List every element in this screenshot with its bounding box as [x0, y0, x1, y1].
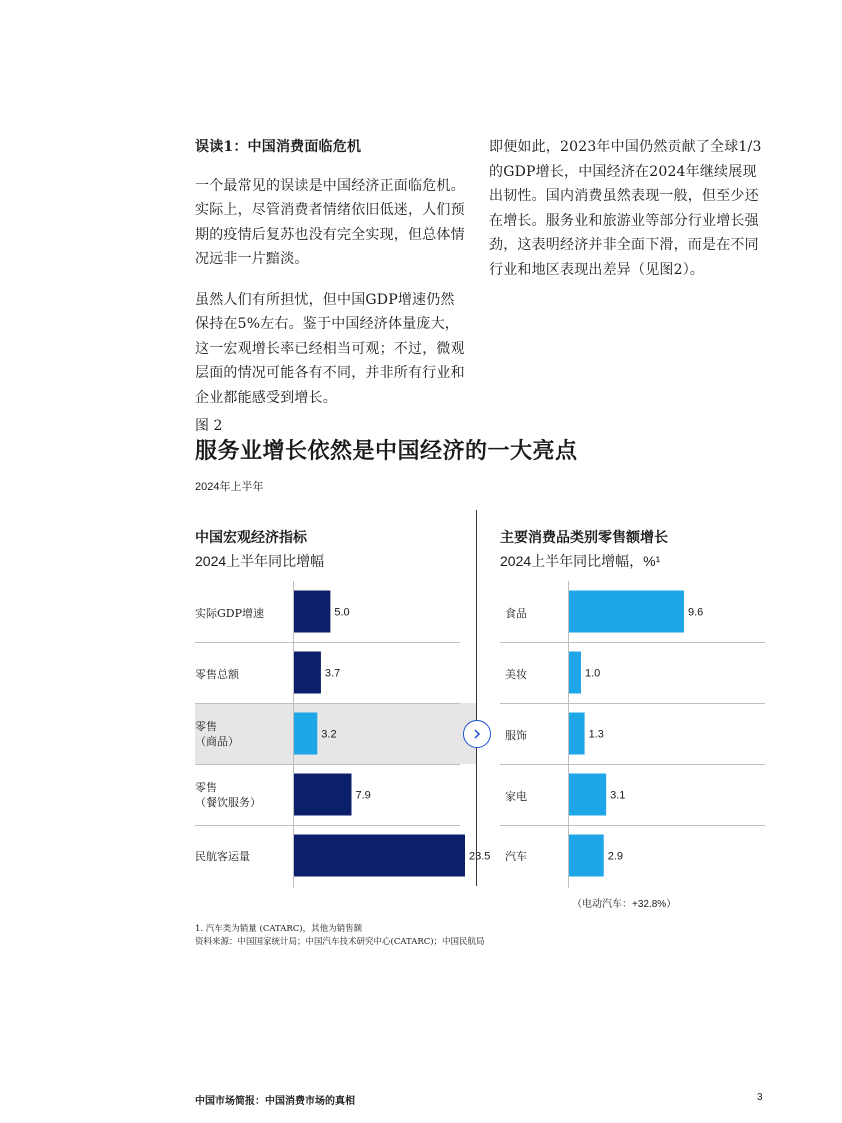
left-bar: [294, 835, 465, 877]
right-row-label: 家电: [505, 790, 527, 803]
left-value-label: 3.7: [324, 667, 341, 680]
right-row-label: 服饰: [505, 729, 527, 742]
left-value-label: 5.0: [334, 606, 350, 619]
right-value-label: 1.0: [584, 667, 601, 680]
ev-note: （电动汽车：+32.8%）: [572, 899, 677, 910]
left-row-label: 零售总额: [195, 668, 239, 681]
left-bar: [294, 591, 330, 633]
left-panel-title: 中国宏观经济指标: [195, 530, 307, 546]
left-row-label: 零售 （餐饮服务）: [195, 781, 261, 809]
right-value-label: 9.6: [688, 606, 704, 619]
page-number: 3: [757, 1092, 763, 1103]
footnote-1: 1. 汽车类为销量 (CATARC)，其他为销售额: [195, 924, 363, 934]
left-value-label: 23.5: [469, 850, 491, 863]
footnote-sources: 资料来源：中国国家统计局；中国汽车技术研究中心(CATARC)；中国民航局: [195, 937, 485, 947]
left-paragraph-2: 虽然人们有所担忧，但中国GDP增速仍然保持在5%左右。鉴于中国经济体量庞大，这一宏观增长率已经相当可观；不过，微观层面的情况可能各有不同，并非所有行业和企业都能感受到增长。: [195, 291, 465, 406]
left-bar: [294, 652, 321, 694]
figure-title: 服务业增长依然是中国经济的一大亮点: [195, 438, 578, 464]
right-bar: [569, 835, 604, 877]
right-bar: [569, 591, 684, 633]
right-value-label: 3.1: [610, 789, 626, 802]
left-value-label: 7.9: [355, 789, 371, 802]
chevron-right-icon[interactable]: [463, 720, 491, 748]
left-row-label: 实际GDP增速: [195, 607, 265, 620]
right-paragraph-1: 即便如此，2023年中国仍然贡献了全球1/3的GDP增长，中国经济在2024年继续展现出韧性。国内消费虽然表现一般，但至少还在增长。服务业和旅游业等部分行业增长强劲，这表明经济并非全面下滑，而是在不同行业和地区表现出差异（见图2）。: [489, 139, 762, 278]
right-bar: [569, 713, 585, 755]
right-panel-subtitle: 2024上半年同比增幅，%¹: [500, 553, 661, 569]
left-bar: [294, 774, 351, 816]
left-panel-subtitle: 2024上半年同比增幅: [195, 553, 325, 569]
right-row-label: 美妆: [505, 668, 527, 681]
right-panel-title: 主要消费品类别零售额增长: [500, 530, 668, 546]
left-row-label: 民航客运量: [195, 850, 250, 863]
right-value-label: 1.3: [588, 728, 604, 741]
left-value-label: 3.2: [321, 728, 337, 741]
left-paragraph-1: 一个最常见的误读是中国经济正面临危机。实际上，尽管消费者情绪依旧低迷，人们预期的疫情后复苏也没有完全实现，但总体情况远非一片黯淡。: [195, 177, 465, 267]
section-heading: 误读1：中国消费面临危机: [195, 139, 362, 155]
chevron-right-glyph: [471, 728, 483, 740]
footer-title: 中国市场简报：中国消费市场的真相: [195, 1096, 355, 1107]
right-row-label: 汽车: [505, 850, 527, 863]
figure-subtitle: 2024年上半年: [195, 481, 264, 493]
left-bar: [294, 713, 317, 755]
right-bar: [569, 652, 581, 694]
left-row-label: 零售 （商品）: [195, 720, 239, 748]
right-row-label: 食品: [505, 607, 527, 620]
right-bar: [569, 774, 606, 816]
figure-label: 图 2: [195, 418, 223, 434]
right-value-label: 2.9: [607, 850, 624, 863]
